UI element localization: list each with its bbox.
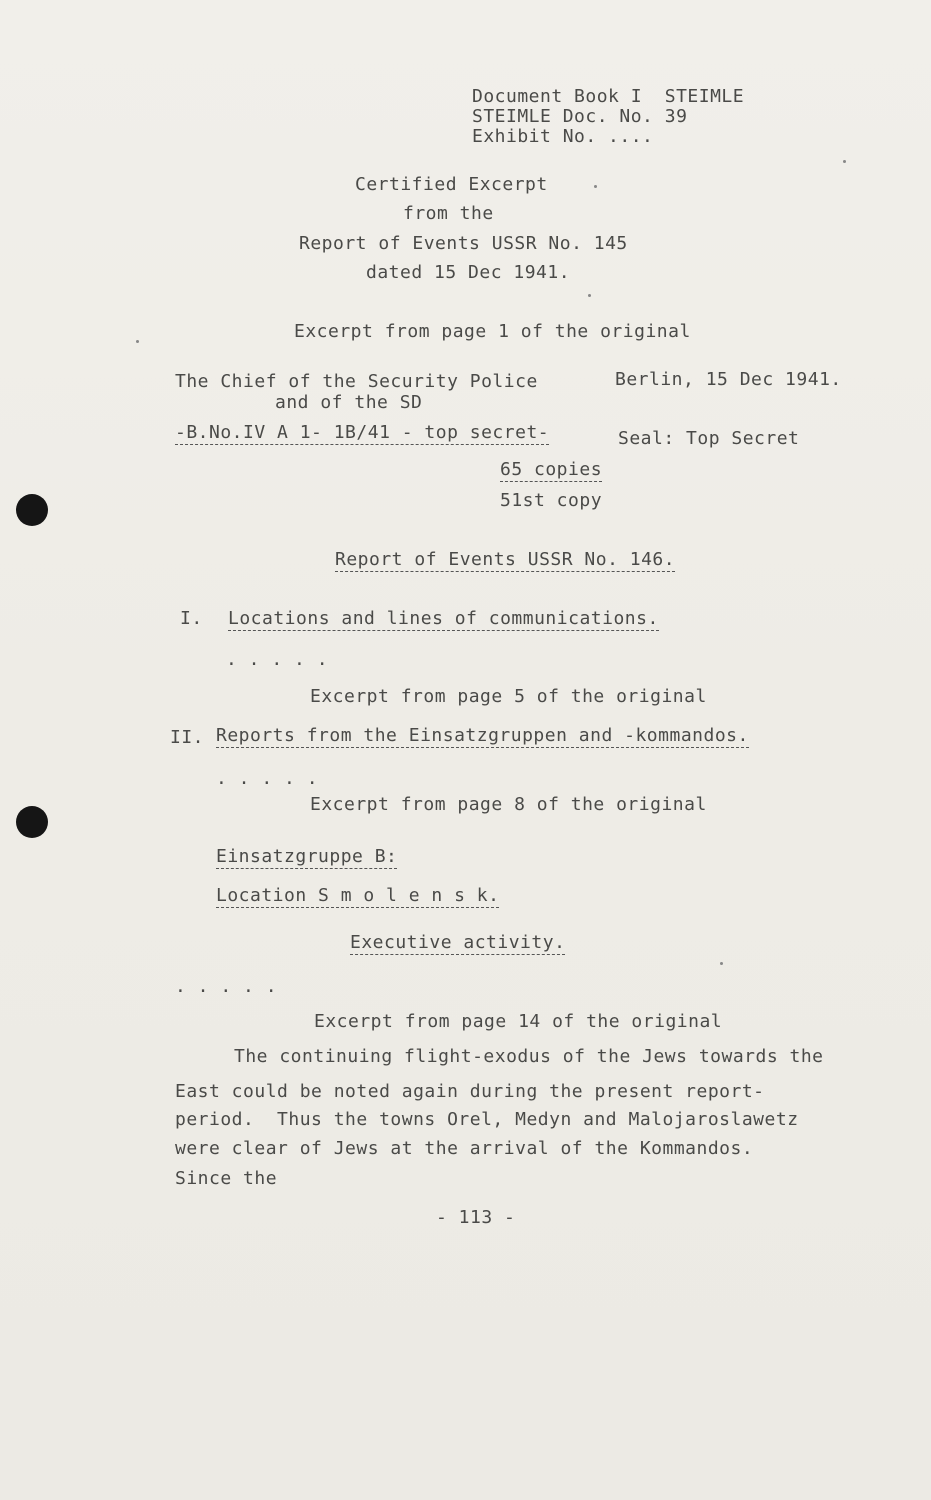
doc-number-line: STEIMLE Doc. No. 39	[472, 106, 688, 127]
body-line-4: were clear of Jews at the arrival of the Kommandos.	[175, 1138, 754, 1159]
copy-number: 51st copy	[500, 490, 603, 511]
paper-speck	[720, 962, 723, 965]
excerpt-note-page5: Excerpt from page 5 of the original	[310, 686, 707, 707]
sender-line-2: and of the SD	[275, 392, 423, 413]
omission-dots: . . . . .	[226, 649, 329, 670]
punch-hole	[16, 806, 48, 838]
body-line-5: Since the	[175, 1168, 278, 1189]
location-line: Location S m o l e n s k.	[216, 885, 500, 906]
executive-activity-heading: Executive activity.	[350, 932, 566, 953]
copies-count: 65 copies	[500, 459, 603, 480]
body-line-2: East could be noted again during the present report-	[175, 1081, 765, 1102]
section-2-numeral: II.	[170, 727, 205, 748]
page-number: - 113 -	[436, 1207, 516, 1228]
excerpt-note-page14: Excerpt from page 14 of the original	[314, 1011, 723, 1032]
section-1-numeral: I.	[180, 608, 203, 629]
title-line-2: from the	[403, 203, 494, 224]
body-line-3: period. Thus the towns Orel, Medyn and Malojaroslawetz	[175, 1109, 799, 1130]
title-line-4: dated 15 Dec 1941.	[366, 262, 571, 283]
report-title: Report of Events USSR No. 146.	[335, 549, 676, 570]
exhibit-line: Exhibit No. ....	[472, 126, 654, 147]
reference-number: -B.No.IV A 1- 1B/41 - top secret-	[175, 422, 550, 443]
omission-dots: . . . . .	[175, 976, 278, 997]
doc-book-line: Document Book I STEIMLE	[472, 86, 745, 107]
section-2-heading: Reports from the Einsatzgruppen and -kommandos.	[216, 725, 749, 746]
section-1-heading: Locations and lines of communications.	[228, 608, 659, 629]
title-line-1: Certified Excerpt	[355, 174, 548, 195]
excerpt-note-page1: Excerpt from page 1 of the original	[294, 321, 691, 342]
paper-speck	[594, 185, 597, 188]
sender-line-1: The Chief of the Security Police	[175, 371, 538, 392]
einsatzgruppe-heading: Einsatzgruppe B:	[216, 846, 398, 867]
seal-note: Seal: Top Secret	[618, 428, 800, 449]
paper-speck	[136, 340, 139, 343]
paper-speck	[843, 160, 846, 163]
title-line-3: Report of Events USSR No. 145	[299, 233, 628, 254]
punch-hole	[16, 494, 48, 526]
place-date: Berlin, 15 Dec 1941.	[615, 369, 842, 390]
excerpt-note-page8: Excerpt from page 8 of the original	[310, 794, 707, 815]
body-line-1: The continuing flight-exodus of the Jews towards the	[234, 1046, 824, 1067]
omission-dots: . . . . .	[216, 768, 319, 789]
paper-speck	[588, 294, 591, 297]
